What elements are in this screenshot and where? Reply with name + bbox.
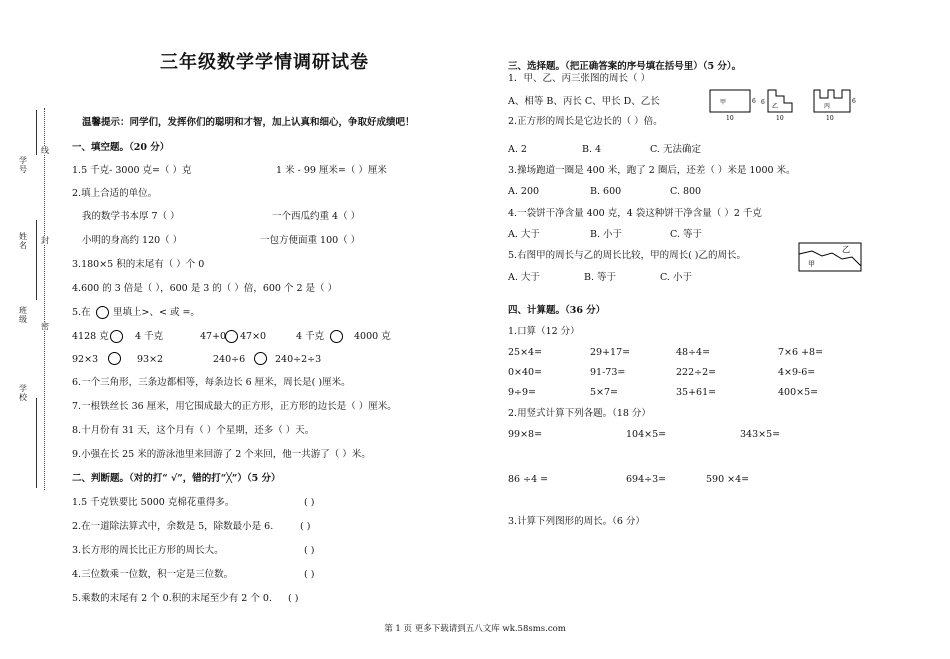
figure-c-height: 6 <box>852 98 856 105</box>
compare-3-left: 4 千克 <box>296 331 325 342</box>
s3-q2: 2.正方形的周长是它边长的（ ）倍。 <box>508 116 663 127</box>
margin-label-class: 班级 <box>19 306 27 324</box>
s2-q4: 4.三位数乘一位数，积一定是三位数。 <box>72 569 234 580</box>
margin-label-name: 姓名 <box>19 232 27 250</box>
s3-q5-a: A. 大于 <box>508 272 540 283</box>
tip-text: 温馨提示：同学们，发挥你们的聪明和才智，加上认真和细心，争取好成绩吧！ <box>82 117 415 128</box>
s3-q1-options: A、相等 B、丙长 C、甲长 D、乙长 <box>508 96 660 107</box>
figure-c-shape <box>814 90 850 112</box>
s4-sub1: 1.口算（12 分） <box>508 326 580 337</box>
figure-jia-yi <box>798 242 862 272</box>
s1-q2d: 一包方便面重 100（ ） <box>260 235 361 246</box>
compare-2-left: 47+0 <box>200 331 227 342</box>
compare-5-circle[interactable] <box>254 352 267 365</box>
compare-4-right: 93×2 <box>137 354 164 365</box>
s4-sub3: 3.计算下列图形的周长。（6 分） <box>508 516 645 527</box>
s3-q3: 3.操场跑道一圈是 400 米，跑了 2 圈后，还差（ ）米是 1000 米。 <box>508 165 796 176</box>
figure-c-width: 10 <box>826 115 834 122</box>
s1-q2b: 一个西瓜约重 4（ ） <box>272 211 361 222</box>
compare-1-circle[interactable] <box>110 330 123 343</box>
s3-q2-a: A. 2 <box>508 144 527 155</box>
margin-label-school: 学校 <box>19 384 27 402</box>
s2-q3: 3.长方形的周长比正方形的周长大。 <box>72 545 224 556</box>
section3-heading: 三、选择题。（把正确答案的序号填在括号里）（5 分）。 <box>508 61 742 72</box>
s2-q3-answer[interactable]: ( ) <box>304 545 315 556</box>
oral-r1-c4: 7×6 +8= <box>778 347 824 358</box>
s1-q7: 7.一根铁丝长 36 厘米，用它围成最大的正方形，正方形的边长是（ ）厘米。 <box>72 401 397 412</box>
page-footer: 第 1 页 更多下载请到五八文库 wk.58sms.com <box>384 624 566 634</box>
name-fill-line <box>36 110 37 155</box>
s3-q2-b: B. 4 <box>582 144 602 155</box>
oral-r2-c2: 91-73= <box>590 367 626 378</box>
compare-1-left: 4128 克 <box>72 331 109 342</box>
binding-dotted-line <box>44 108 45 490</box>
s1-q6: 6.一个三角形，三条边都相等，每条边长 6 厘米，周长是( )厘米。 <box>72 377 351 388</box>
s2-q2: 2.在一道除法算式中，余数是 5，除数最小是 6. <box>72 521 274 532</box>
compare-5-right: 240÷2÷3 <box>275 354 322 365</box>
oral-r3-c1: 9÷9= <box>508 387 537 398</box>
s3-q2-c: C. 无法确定 <box>650 144 701 155</box>
compare-2-right: 47×0 <box>240 331 267 342</box>
figure-c-label: 丙 <box>824 103 831 110</box>
q5-example-circle <box>96 306 109 319</box>
s1-q2a: 我的数学书本厚 7（ ） <box>82 211 180 222</box>
s3-q3-c: C. 800 <box>670 186 702 197</box>
oral-r1-c2: 29+17= <box>590 347 631 358</box>
margin-mark-line: 线 <box>41 146 49 155</box>
compare-3-right: 4000 克 <box>354 331 391 342</box>
vertical-6: 590 ×4= <box>706 474 750 485</box>
s1-q3: 3.180×5 积的末尾有（ ）个 0 <box>72 259 205 270</box>
s3-q4-a: A. 大于 <box>508 229 540 240</box>
s2-q1-answer[interactable]: ( ) <box>304 497 315 508</box>
oral-r1-c3: 48÷4= <box>676 347 711 358</box>
compare-3-circle[interactable] <box>330 330 343 343</box>
vertical-1: 99×8= <box>508 429 543 440</box>
oral-r3-c2: 5×7= <box>590 387 619 398</box>
s2-q1: 1.5 千克铁要比 5000 克棉花重得多。 <box>72 497 235 508</box>
vertical-4: 86 ÷4 = <box>508 474 549 485</box>
compare-4-left: 92×3 <box>72 354 99 365</box>
s1-q1b: 1 米 - 99 厘米=（ ）厘米 <box>276 165 387 176</box>
s1-q5-pre: 5.在 <box>72 307 91 318</box>
margin-mark-close: 密 <box>41 322 49 331</box>
compare-2-circle[interactable] <box>225 330 238 343</box>
oral-r3-c4: 400×5= <box>778 387 819 398</box>
compare-5-left: 240÷6 <box>213 354 246 365</box>
margin-label-number: 学号 <box>19 156 27 174</box>
s2-q5-answer[interactable]: ( ) <box>288 593 299 604</box>
section1-heading: 一、填空题。（20 分） <box>72 142 170 153</box>
figure-a-width: 10 <box>726 115 734 122</box>
s3-q4-b: B. 小于 <box>590 229 623 240</box>
figure-a-shape <box>710 90 750 112</box>
s1-q4: 4.600 的 3 倍是（ ），600 是 3 的（ ）倍，600 个 2 是（ ） <box>72 283 338 294</box>
section2-heading: 二、判断题。（对的打“ √”，错的打“╳”）（5 分） <box>72 473 281 484</box>
s1-q8: 8.十月份有 31 天，这个月有（ ）个星期，还多（ ）天。 <box>72 425 315 436</box>
figure-b-width: 10 <box>776 115 784 122</box>
s3-q3-a: A. 200 <box>508 186 540 197</box>
section4-heading: 四、计算题。（36 分） <box>508 305 606 316</box>
margin-mark-seal: 封 <box>41 236 49 245</box>
oral-r2-c1: 0×40= <box>508 367 543 378</box>
s2-q2-answer[interactable]: ( ) <box>300 521 311 532</box>
figure-a-label: 甲 <box>720 99 727 106</box>
s3-q5-c: C. 小于 <box>660 272 692 283</box>
s3-q5: 5.右图甲的周长与乙的周长比较，甲的周长( )乙的周长。 <box>508 250 746 261</box>
s3-q1: 1．甲、乙、丙三张图的周长（ ） <box>508 73 651 84</box>
s3-q5-b: B. 等于 <box>584 272 617 283</box>
s4-sub2: 2.用竖式计算下列各题。（18 分） <box>508 408 651 419</box>
vertical-5: 694÷3= <box>626 474 667 485</box>
s1-q2: 2.填上合适的单位。 <box>72 188 158 199</box>
figure-b-label: 乙 <box>772 103 779 110</box>
figure-a-height: 6 <box>752 98 756 105</box>
vertical-3: 343×5= <box>740 429 781 440</box>
oral-r2-c4: 4×9-6= <box>778 367 816 378</box>
s3-q3-b: B. 600 <box>590 186 622 197</box>
figure-b-height: 6 <box>761 99 765 106</box>
school-fill-line <box>36 398 37 488</box>
oral-r2-c3: 222÷2= <box>676 367 717 378</box>
s1-q9: 9.小强在长 25 米的游泳池里来回游了 2 个来回，他一共游了（ ）米。 <box>72 449 371 460</box>
s1-q1a: 1.5 千克- 3000 克=（ ）克 <box>72 165 192 176</box>
page-title: 三年级数学学情调研试卷 <box>160 52 369 73</box>
s3-q4-c: C. 等于 <box>670 229 702 240</box>
s2-q5: 5.乘数的末尾有 2 个 0.积的末尾至少有 2 个 0. <box>72 593 272 604</box>
s1-q5-post: 里填上>、< 或 =。 <box>113 307 200 318</box>
oral-r3-c3: 35+61= <box>676 387 717 398</box>
perimeter-figures <box>706 86 866 122</box>
s1-q2c: 小明的身高约 120（ ） <box>82 235 183 246</box>
figure-yi-label: 乙 <box>842 245 850 254</box>
oral-r1-c1: 25×4= <box>508 347 543 358</box>
s3-q4: 4.一袋饼干净含量 400 克，4 袋这种饼干净含量（ ）2 千克 <box>508 208 762 219</box>
s2-q4-answer[interactable]: ( ) <box>304 569 315 580</box>
class-fill-line <box>36 220 37 300</box>
compare-4-circle[interactable] <box>108 352 121 365</box>
compare-1-right: 4 千克 <box>135 331 164 342</box>
figure-jia-label: 甲 <box>808 260 815 268</box>
vertical-2: 104×5= <box>626 429 667 440</box>
